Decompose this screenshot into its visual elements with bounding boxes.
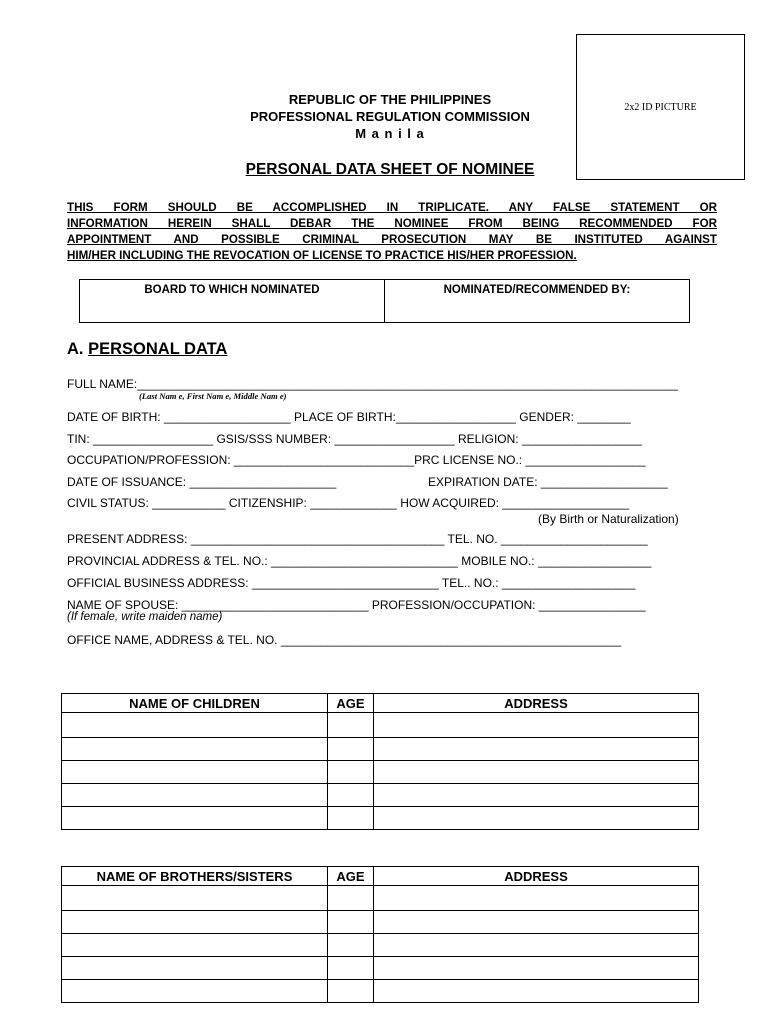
present-address-field[interactable]: PRESENT ADDRESS: ______________________________________ TEL. NO. ______________________: [67, 532, 648, 546]
birth-details-field[interactable]: DATE OF BIRTH: ___________________ PLACE OF BIRTH:__________________ GENDER: ________: [67, 410, 631, 424]
table-cell[interactable]: [62, 713, 328, 738]
siblings-address-header: ADDRESS: [374, 867, 699, 886]
children-age-header: AGE: [328, 694, 374, 713]
table-row: [62, 886, 699, 911]
header-commission: PROFESSIONAL REGULATION COMMISSION: [250, 109, 530, 124]
notice-line-1: THIS FORM SHOULD BE ACCOMPLISHED IN TRIPLICATE. ANY FALSE STATEMENT OR: [67, 201, 717, 214]
nominated-by-field[interactable]: [384, 280, 689, 322]
table-cell[interactable]: [374, 911, 699, 934]
siblings-table: [61, 866, 699, 1003]
table-cell[interactable]: [374, 886, 699, 911]
how-acquired-hint: (By Birth or Naturalization): [538, 512, 679, 526]
siblings-age-header: AGE: [328, 867, 374, 886]
table-cell[interactable]: [374, 713, 699, 738]
table-cell[interactable]: [374, 980, 699, 1003]
children-name-header: NAME OF CHILDREN: [62, 694, 328, 713]
table-cell[interactable]: [328, 738, 374, 761]
occupation-license-field[interactable]: OCCUPATION/PROFESSION: ___________________________PRC LICENSE NO.: __________________: [67, 453, 646, 467]
notice-line-4: HIM/HER INCLUDING THE REVOCATION OF LICENSE TO PRACTICE HIS/HER PROFESSION.: [67, 249, 577, 262]
id-picture-label: 2x2 ID PICTURE: [624, 101, 697, 113]
official-address-field[interactable]: OFFICIAL BUSINESS ADDRESS: ____________________________ TEL.. NO.: ____________________: [67, 576, 636, 590]
section-personal-data-title: A. PERSONAL DATA: [67, 340, 228, 358]
table-cell[interactable]: [62, 934, 328, 957]
table-cell[interactable]: [328, 934, 374, 957]
children-address-header: ADDRESS: [374, 694, 699, 713]
table-cell[interactable]: [328, 807, 374, 830]
spouse-field[interactable]: NAME OF SPOUSE: ____________________________ PROFESSION/OCCUPATION: ________________: [67, 598, 646, 612]
full-name-hint: (Last Nam e, First Nam e, Middle Nam e): [139, 391, 287, 401]
table-row: [62, 713, 699, 738]
table-row: [62, 807, 699, 830]
expiration-date-field[interactable]: EXPIRATION DATE: ___________________: [428, 475, 668, 489]
table-cell[interactable]: [374, 738, 699, 761]
board-field[interactable]: [80, 280, 384, 322]
nominated-by-label: NOMINATED/RECOMMENDED BY:: [443, 284, 631, 296]
table-cell[interactable]: [328, 713, 374, 738]
table-row: [62, 738, 699, 761]
table-cell[interactable]: [374, 957, 699, 980]
page-title: PERSONAL DATA SHEET OF NOMINEE: [245, 161, 535, 178]
form-notice: [67, 200, 717, 264]
header-city: M a n i l a: [355, 126, 425, 141]
table-cell[interactable]: [62, 784, 328, 807]
table-cell[interactable]: [374, 934, 699, 957]
table-cell[interactable]: [62, 807, 328, 830]
table-cell[interactable]: [62, 738, 328, 761]
header-republic: REPUBLIC OF THE PHILIPPINES: [288, 92, 492, 107]
table-cell[interactable]: [62, 980, 328, 1003]
table-cell[interactable]: [328, 957, 374, 980]
notice-line-2: INFORMATION HEREIN SHALL DEBAR THE NOMINEE FROM BEING RECOMMENDED FOR: [67, 217, 717, 230]
table-cell[interactable]: [62, 886, 328, 911]
table-header-row: [62, 694, 699, 713]
spouse-hint: (If female, write maiden name): [67, 611, 223, 623]
office-address-field[interactable]: OFFICE NAME, ADDRESS & TEL. NO. ___________________________________________________: [67, 633, 622, 647]
table-header-row: [62, 867, 699, 886]
table-cell[interactable]: [374, 761, 699, 784]
table-row: [62, 911, 699, 934]
table-row: [62, 980, 699, 1003]
table-cell[interactable]: [62, 911, 328, 934]
children-table: [61, 693, 699, 830]
provincial-address-field[interactable]: PROVINCIAL ADDRESS & TEL. NO.: ____________________________ MOBILE NO.: _________________: [67, 554, 652, 568]
board-label: BOARD TO WHICH NOMINATED: [144, 284, 320, 296]
full-name-field[interactable]: FULL NAME:_________________________________________________________________________________: [67, 377, 678, 391]
notice-line-3: APPOINTMENT AND POSSIBLE CRIMINAL PROSECUTION MAY BE INSTITUTED AGAINST: [67, 233, 717, 246]
table-cell[interactable]: [328, 886, 374, 911]
table-cell[interactable]: [62, 761, 328, 784]
civil-status-field[interactable]: CIVIL STATUS: ___________ CITIZENSHIP: _____________ HOW ACQUIRED: ___________________: [67, 496, 630, 510]
siblings-name-header: NAME OF BROTHERS/SISTERS: [62, 867, 328, 886]
table-cell[interactable]: [328, 784, 374, 807]
table-cell[interactable]: [374, 784, 699, 807]
table-row: [62, 934, 699, 957]
issuance-date-field[interactable]: DATE OF ISSUANCE: ______________________: [67, 475, 337, 489]
table-row: [62, 957, 699, 980]
board-nomination-box: [79, 279, 690, 323]
table-cell[interactable]: [328, 911, 374, 934]
id-picture-box: [576, 34, 745, 180]
table-cell[interactable]: [328, 980, 374, 1003]
table-row: [62, 784, 699, 807]
table-row: [62, 761, 699, 784]
tin-gsis-religion-field[interactable]: TIN: __________________ GSIS/SSS NUMBER: __________________ RELIGION: __________________: [67, 432, 643, 446]
table-cell[interactable]: [328, 761, 374, 784]
table-cell[interactable]: [62, 957, 328, 980]
table-cell[interactable]: [374, 807, 699, 830]
